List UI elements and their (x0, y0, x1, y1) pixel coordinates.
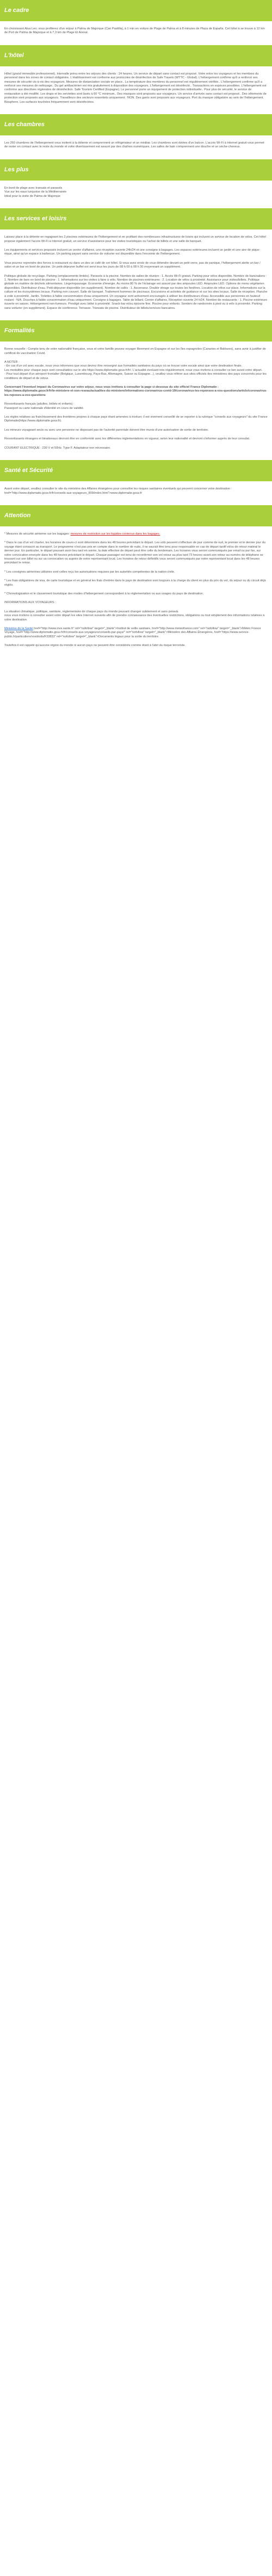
formalites-paragraph: Ressortissants français (adultes, bébés et enfants) : Passeport ou carte nationale d'identité en cours de validité. (4, 402, 84, 410)
formalites-paragraph: Concernant l'éventuel impact du Coronavirus sur votre séjour, nous vous invitons à consulter la page ci-dessous du site officiel France Diplomatie : https://www.diplomatie.gouv.fr/fr/le-ministere-et-son-reseau/actualites-du-ministere/informations-coronavirus-covid-19/coronavirus-les-reponses-a-vos-questions/article/coronavirus-les-reposes-a-vos-questions (4, 386, 268, 397)
section-heading-cadre: Le cadre (0, 0, 272, 21)
formalites-paragraph: Les règles relatives au franchissement des frontières propres à chaque pays étant amenées à évoluer, il est vivement conseillé de se reporter à la rubrique "conseils aux voyageurs" du site France Diplomatie(https://www.diplomatie.gouv.fr). (4, 415, 268, 423)
attention-paragraph: La situation climatique, politique, sanitaire, réglementaire de chaque pays du monde pouvant changer subitement et sans préavis nous vous invitons à consulter avant votre départ les sites Internet suivants afin de prendre connaissance des éventuelles restrictions, obligations ou tout simplement des informations relatives à votre destination. (4, 610, 265, 622)
section-formalites (0, 320, 272, 460)
attention-paragraph: * Dans le cas d'un vol charter, les horaires de cours-ci sont déterminés dans les 48 heures précédant le départ. Les vols peuvent s'effectuer de jour comme de nuit, le premier et le dernier jour du voyage étant consacré au transport. Le programme n'est pas pris en compte dans le nombre de nuits, il ne saurait être tenu pour responsable en cas de départ tardif et/ou de retour matinal le dernier jour. En particulier, le départ pouvant avoir lieu tard en soirée, la date effective de départ peut être celle du lendemain. Les horaires vous seront communiqués par email ou par fax, sur votre convocation envoyée dans les 48 heures précédant le départ. Chaque passager est tenu de reconfirmer son vol retour au plus tard 72 heures avant son retour au numéro de téléphone se trouvant sur son billet ou sur sa convocation ou auprès de notre représentant local. Les horaires de retour définitifs vous seront communiqués par notre représentant local dans les 48 heures précédant le retour. (4, 541, 265, 565)
formalites-paragraph: COURANT ELECTRIQUE : 230 V et 50Hz. Type F. Adaptateur non nécessaire. (4, 446, 111, 450)
section-heading-chambres: Les chambres (0, 114, 272, 135)
section-cadre (0, 0, 272, 45)
attention-paragraph: Toutefois il est rappelé qu'aucune région du monde ni aucun pays ne peuvent être considérés comme étant à l'abri du risque terroriste. (4, 644, 186, 648)
attention-paragraph: * Chronologisation et le classement touristique des modes d'hébergement correspondent à la réglementation ou aux usages du pays de destination. (4, 592, 204, 595)
links-text: href="http://www.invs.sante.fr" rel="nofollow" target="_blank">Institut de veille sanitaire, href="http://www.meteofrance.com" rel="nofollow" target="_blank">Météo France Voyage, href="http://www.diplomatie.gouv.fr/fr/conseils-aux-voyageurs/conseils-par-pays/" rel="nofollow" target="_blank">Ministère des Affaires Étrangères, href="https://www.service-public.fr/particuliers/vosdroits/F33833" rel="nofollow" target="_blank">Documents légaux pour la sortie du territoire. (4, 627, 261, 638)
services-paragraph: Laissez place à la détente en regagnant les 2 piscines extérieures de l'hébergement et en profitant des nombreuses infrastructures de loisirs qui incluent un service de location de vélos. Cet hôtel propose également l'accès Wi-Fi à Internet gratuit, un service d'assistance pour les visites touristiques ou l'achat de billets et une salle de banquet. (4, 235, 266, 243)
formalites-paragraph: Les mineurs voyageant seuls ou avec une personne ne disposant pas de l'autorité parentale doivent être munis d'une autorisation de sortie de territoire. (4, 428, 209, 432)
services-paragraph: Vous pourrez reprendre des forces à restaurant ou dans un des un café de cet hôtel. Si vous avez envie de vous détendre devant un petit verre, pas de panique, l'hébergement abrite un bar / salon et un bar en bord de piscine. Un petit-déjeuner buffet est servi tous les jours de 08 h 00 à 08 h 30 moyennant un supplément. (4, 261, 261, 269)
bagages-restriction-link[interactable]: mesures de restriction sur les liquides contenus dans les bagages. (70, 532, 160, 536)
sante-text: Avant votre départ, veuillez consulter le site du ministère des Affaires étrangères pour connaître les risques sanitaires éventuels qui peuvent concerner votre destination : href="http://www.diplomatie.gouv.fr/fr/conseils-aux-voyageurs_909/index.html">www.diplomatie.gouv.fr (4, 487, 232, 495)
section-heading-services: Les services et loisirs (0, 208, 272, 229)
plus-text: En bord de plage avec transats et parasols Vue sur les eaux turquoise de la Méditerranée Idéal pour la visite de Palma de Majorque (4, 186, 67, 198)
section-heading-sante: Santé et Sécurité (0, 460, 272, 481)
cadre-text: En choisissant Alua Leo, vous profiterez d'un séjour à Palma de Majorque (Can Pastilla), à 1 min en voiture de Plage de Palma et à 8 minutes de Plaza de España. Cet hôtel à se trouve à 12 km de Port de Palma de Majorque et à 7,3 km de Plage El Arenal. (4, 27, 265, 35)
formalites-paragraph: Ressortissants étrangers et binationaux devront être en conformité avec les différentes réglementations en vigueur, selon leur nationalité et devront s'informer auprès de leur consulat. (4, 437, 250, 441)
section-sante (0, 460, 272, 505)
section-chambres (0, 114, 272, 159)
formalites-paragraph: A NOTER : - En cas d'un vol avec escale, nous vous informons que vous devrez être renseigné aux formalités sanitaires du pays où se trouve votre escale ainsi que votre destination finale. Les modalités pour chaque pays sont consultables sur le site https://www.diplomatie.gouv.fr/fr/. L'actualité évoluant très régulièrement, nous vous invitons à consulter ce lien avant votre départ. - Pour tout départ d'un aéroport frontalier (Belgique, Luxembourg, Pays-Bas, Allemagne, Suisse ou Espagne...), veuillez vous référer aux sites officiels des ministères des pays concernés pour les conditions de départ et de retour. (4, 361, 267, 380)
section-heading-hotel: L'hôtel (0, 45, 272, 66)
section-plus (0, 159, 272, 208)
services-paragraph: Politique globale de recyclage. Parking (emplacements limités). Parasols à la piscine. Nombre de salles de réunion : 1. Accès Wi-Fi gratuit. Parking pour vélos disponible. Nombre de bars/salons : 1. Nombre de bars en bord de piscine : 1. Informations sur les visites à faire à vélo. Nombre de piscines extérieures : 2. Location de vélos à proximité. Assistance pour visites/billets. Politique globale en matière de déchets alimentaires. Linge/repassage. Économie d'énergie. Au moins 80 % de l'éclairage est assuré par des ampoules LED. Ampoules LED. Options de menu végétarien disponibles. Distributeur d'eau. Petit-déjeuner disponible (en supplément). Nombre de cafés : 1. Ascenseur. Double vitrage sur toutes les fenêtres. Location de vélos sur place. Informations sur la culture et les écosystèmes locaux. Parking non couvert. Salle de banquet. Traitement hommes de piscinaux. Excursions et activités de guidance et sur les sites locaux. Salle de réception. Planche à voile à proximité. Jardin. Toilettes à faible consommation d'eau uniquement. Un voyageur sont activement encouragés à utiliser les distributeurs d'eau. Accessible aux personnes en fauteuil roulant - N/A. Douches à faible consommation d'eau uniquement. Consigne à bagages. Table de billard. Centre d'affaires. Réception ouverte 24 h/24. Nombre de restaurants : 1. Piscine extérieure ouverte en saison. Hébergement non-fumeurs. Prestigé avec bébé à proximité. Snack-bar et/ou épicerie fine. Piscine pour enfants. Sentiers de randonnée à pied ou à vélo à proximité. Parking sans voiturier (en supplément). Espace de conférence. Terrasse. Transats de piscine. Distributeur de billets/services bancaires. (4, 274, 268, 310)
section-heading-attention: Attention (0, 505, 272, 526)
hotel-text: Hôtel (grand immeuble professionnel). Intervalle prévu entre les séjours des clients : 24 heures. Un service de départ sans contact est proposé. Votre entre les voyageurs et les membres du personnel dans les zones de contact obligatoire. L'établissement est conforme aux protocoles de désinfection de Safe Travels (WTTC - Global). L'hébergement confirme qu'il a renforcé ses mesures de sécurité vis-à-vis des voyageurs. Mesures de distanciation sociale en place.. La température des membres du personnel est régulièrement vérifiée.. L'hébergement confirme qu'il a renforcé ses mesures de nettoyage.. Du gel antibactérien est mis gratuitement à disposition des voyageurs. L'hébergement est désinfecté.. Transactions en espèces possibles. L'hébergement est conforme aux directives régionales de désinfection. Safe Tourism Certified (Espagne). Le personnel porte un équipement de protection individuelle.. Pour plus de sécurité, le service de restauration a été modifié. Les draps et les serviettes sont lavés à 60 °C minimum.. Des masques sont proposés aux voyageurs. Un service d'arrivée sans contact est proposé.. Des vêtements de protection sont proposés aux voyageurs. Travailleurs des secteurs essentiels uniquement : NON. Des gants sont proposés aux voyageurs. Port du masque obligatoire au sein de l'hébergement. Biosphere. Les surfaces touchées fréquemment sont désinfectées. (4, 72, 267, 104)
attention-paragraph: * Les consignes aériennes utilisées sont celles reçu les autorisations requises par les autorités compétentes de la nation civile. (4, 570, 175, 574)
bagages-prefix: * Mesures de sécurité aérienne sur les bagages: (4, 532, 71, 536)
attention-paragraph: INFORMATIONS AUX VOYAGEURS : (4, 601, 56, 605)
section-services (0, 208, 272, 320)
attention-paragraph: * Les frais obligatoires de visa, de carte touristique et en général les frais d'entrée dans le pays de destination sont toujours à la charge du client en plus du prix du vol, du séjour ou du circuit déjà réglés. (4, 579, 266, 587)
formalites-paragraph: Bonne nouvelle : Compte tenu de votre nationalité française, vous et votre famille pouvez voyager librement en Espagne et sur les îles espagnoles (Canaries et Baléares), sans avoir à justifier de certificat de vaccination Covid. (4, 347, 266, 355)
section-heading-formalites: Formalités (0, 320, 272, 342)
attention-paragraph (4, 532, 268, 536)
attention-paragraph (4, 627, 268, 639)
services-paragraph: Les équipements et services proposés incluent un centre d'affaires, une réception ouverte 24h/24 et une consigne à bagages. Les espaces extérieures incluent un jardin et une aire de pique-nique, ainsi qu'un espace à barbecue. Un parking payant sans service de voiturier est disponible dans l'enceinte de l'hébergement. (4, 248, 261, 256)
section-attention (0, 505, 272, 658)
chambres-text: Les 260 chambres de l'hébergement vous invitent à la détente et comprennent un réfrigérateur et un minibar. Les chambres sont dotées d'un balcon. L'accès Wi-Fi à Internet gratuit vous permet de rester en contact avec le reste du monde et votre divertissement est assuré par des chaînes numériques. Les salles de bain comprennent une douche et un sèche-cheveux. (4, 141, 264, 149)
section-hotel (0, 45, 272, 114)
ministere-sante-link[interactable]: Ministère de la Santé (4, 627, 33, 630)
section-heading-plus: Les plus (0, 159, 272, 181)
